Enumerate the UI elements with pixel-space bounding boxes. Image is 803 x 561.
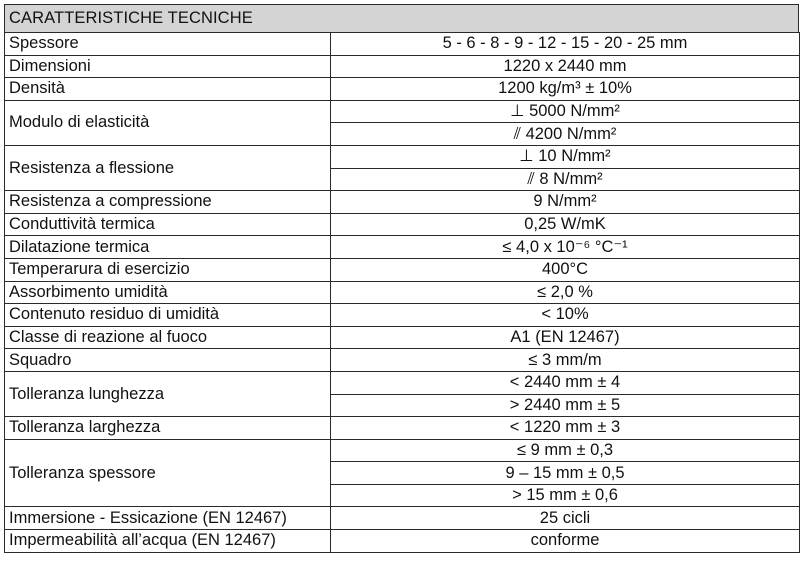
property-value: > 2440 mm ± 5 [331,394,800,417]
table-row [5,281,800,304]
property-value: 5 - 6 - 8 - 9 - 12 - 15 - 20 - 25 mm [331,33,800,56]
property-label: Dilatazione termica [5,236,331,259]
property-value: ⊥ 10 N/mm² [331,145,800,168]
property-value: > 15 mm ± 0,6 [331,484,800,507]
property-label: Assorbimento umidità [5,281,331,304]
property-value: ≤ 3 mm/m [331,349,800,372]
property-value: < 10% [331,304,800,327]
property-label: Impermeabilità all’acqua (EN 12467) [5,530,331,553]
table-row [5,213,800,236]
property-value: ⫽ 4200 N/mm² [331,123,800,146]
table-row [5,530,800,553]
spec-table [4,32,800,553]
property-label: Dimensioni [5,55,331,78]
table-row [5,78,800,101]
table-row [5,417,800,440]
property-value: 1220 x 2440 mm [331,55,800,78]
table-row [5,236,800,259]
table-row [5,507,800,530]
property-label: Temperarura di esercizio [5,258,331,281]
table-row [5,100,800,123]
property-value: < 2440 mm ± 4 [331,371,800,394]
property-value: ≤ 2,0 % [331,281,800,304]
spec-table-body [5,33,800,553]
property-label: Immersione - Essicazione (EN 12467) [5,507,331,530]
property-label: Classe di reazione al fuoco [5,326,331,349]
property-label: Resistenza a flessione [5,145,331,190]
property-label: Spessore [5,33,331,56]
property-label: Resistenza a compressione [5,191,331,214]
property-label: Contenuto residuo di umidità [5,304,331,327]
table-row [5,304,800,327]
property-value: 9 – 15 mm ± 0,5 [331,462,800,485]
table-row [5,145,800,168]
property-value: ⊥ 5000 N/mm² [331,100,800,123]
property-value: conforme [331,530,800,553]
property-value: 25 cicli [331,507,800,530]
property-value: ≤ 9 mm ± 0,3 [331,439,800,462]
spec-sheet [4,4,799,553]
property-value: 1200 kg/m³ ± 10% [331,78,800,101]
table-row [5,326,800,349]
property-value: 0,25 W/mK [331,213,800,236]
table-row [5,349,800,372]
property-value: 9 N/mm² [331,191,800,214]
property-value: 400°C [331,258,800,281]
property-value: ≤ 4,0 x 10⁻⁶ °C⁻¹ [331,236,800,259]
property-label: Tolleranza larghezza [5,417,331,440]
table-row [5,439,800,462]
property-label: Tolleranza lunghezza [5,371,331,416]
table-row [5,33,800,56]
table-row [5,371,800,394]
table-row [5,191,800,214]
property-value: < 1220 mm ± 3 [331,417,800,440]
table-row [5,55,800,78]
property-label: Squadro [5,349,331,372]
property-label: Tolleranza spessore [5,439,331,507]
table-title: CARATTERISTICHE TECNICHE [4,4,799,32]
property-label: Modulo di elasticità [5,100,331,145]
property-label: Conduttività termica [5,213,331,236]
property-value: A1 (EN 12467) [331,326,800,349]
property-value: ⫽ 8 N/mm² [331,168,800,191]
property-label: Densità [5,78,331,101]
table-row [5,258,800,281]
